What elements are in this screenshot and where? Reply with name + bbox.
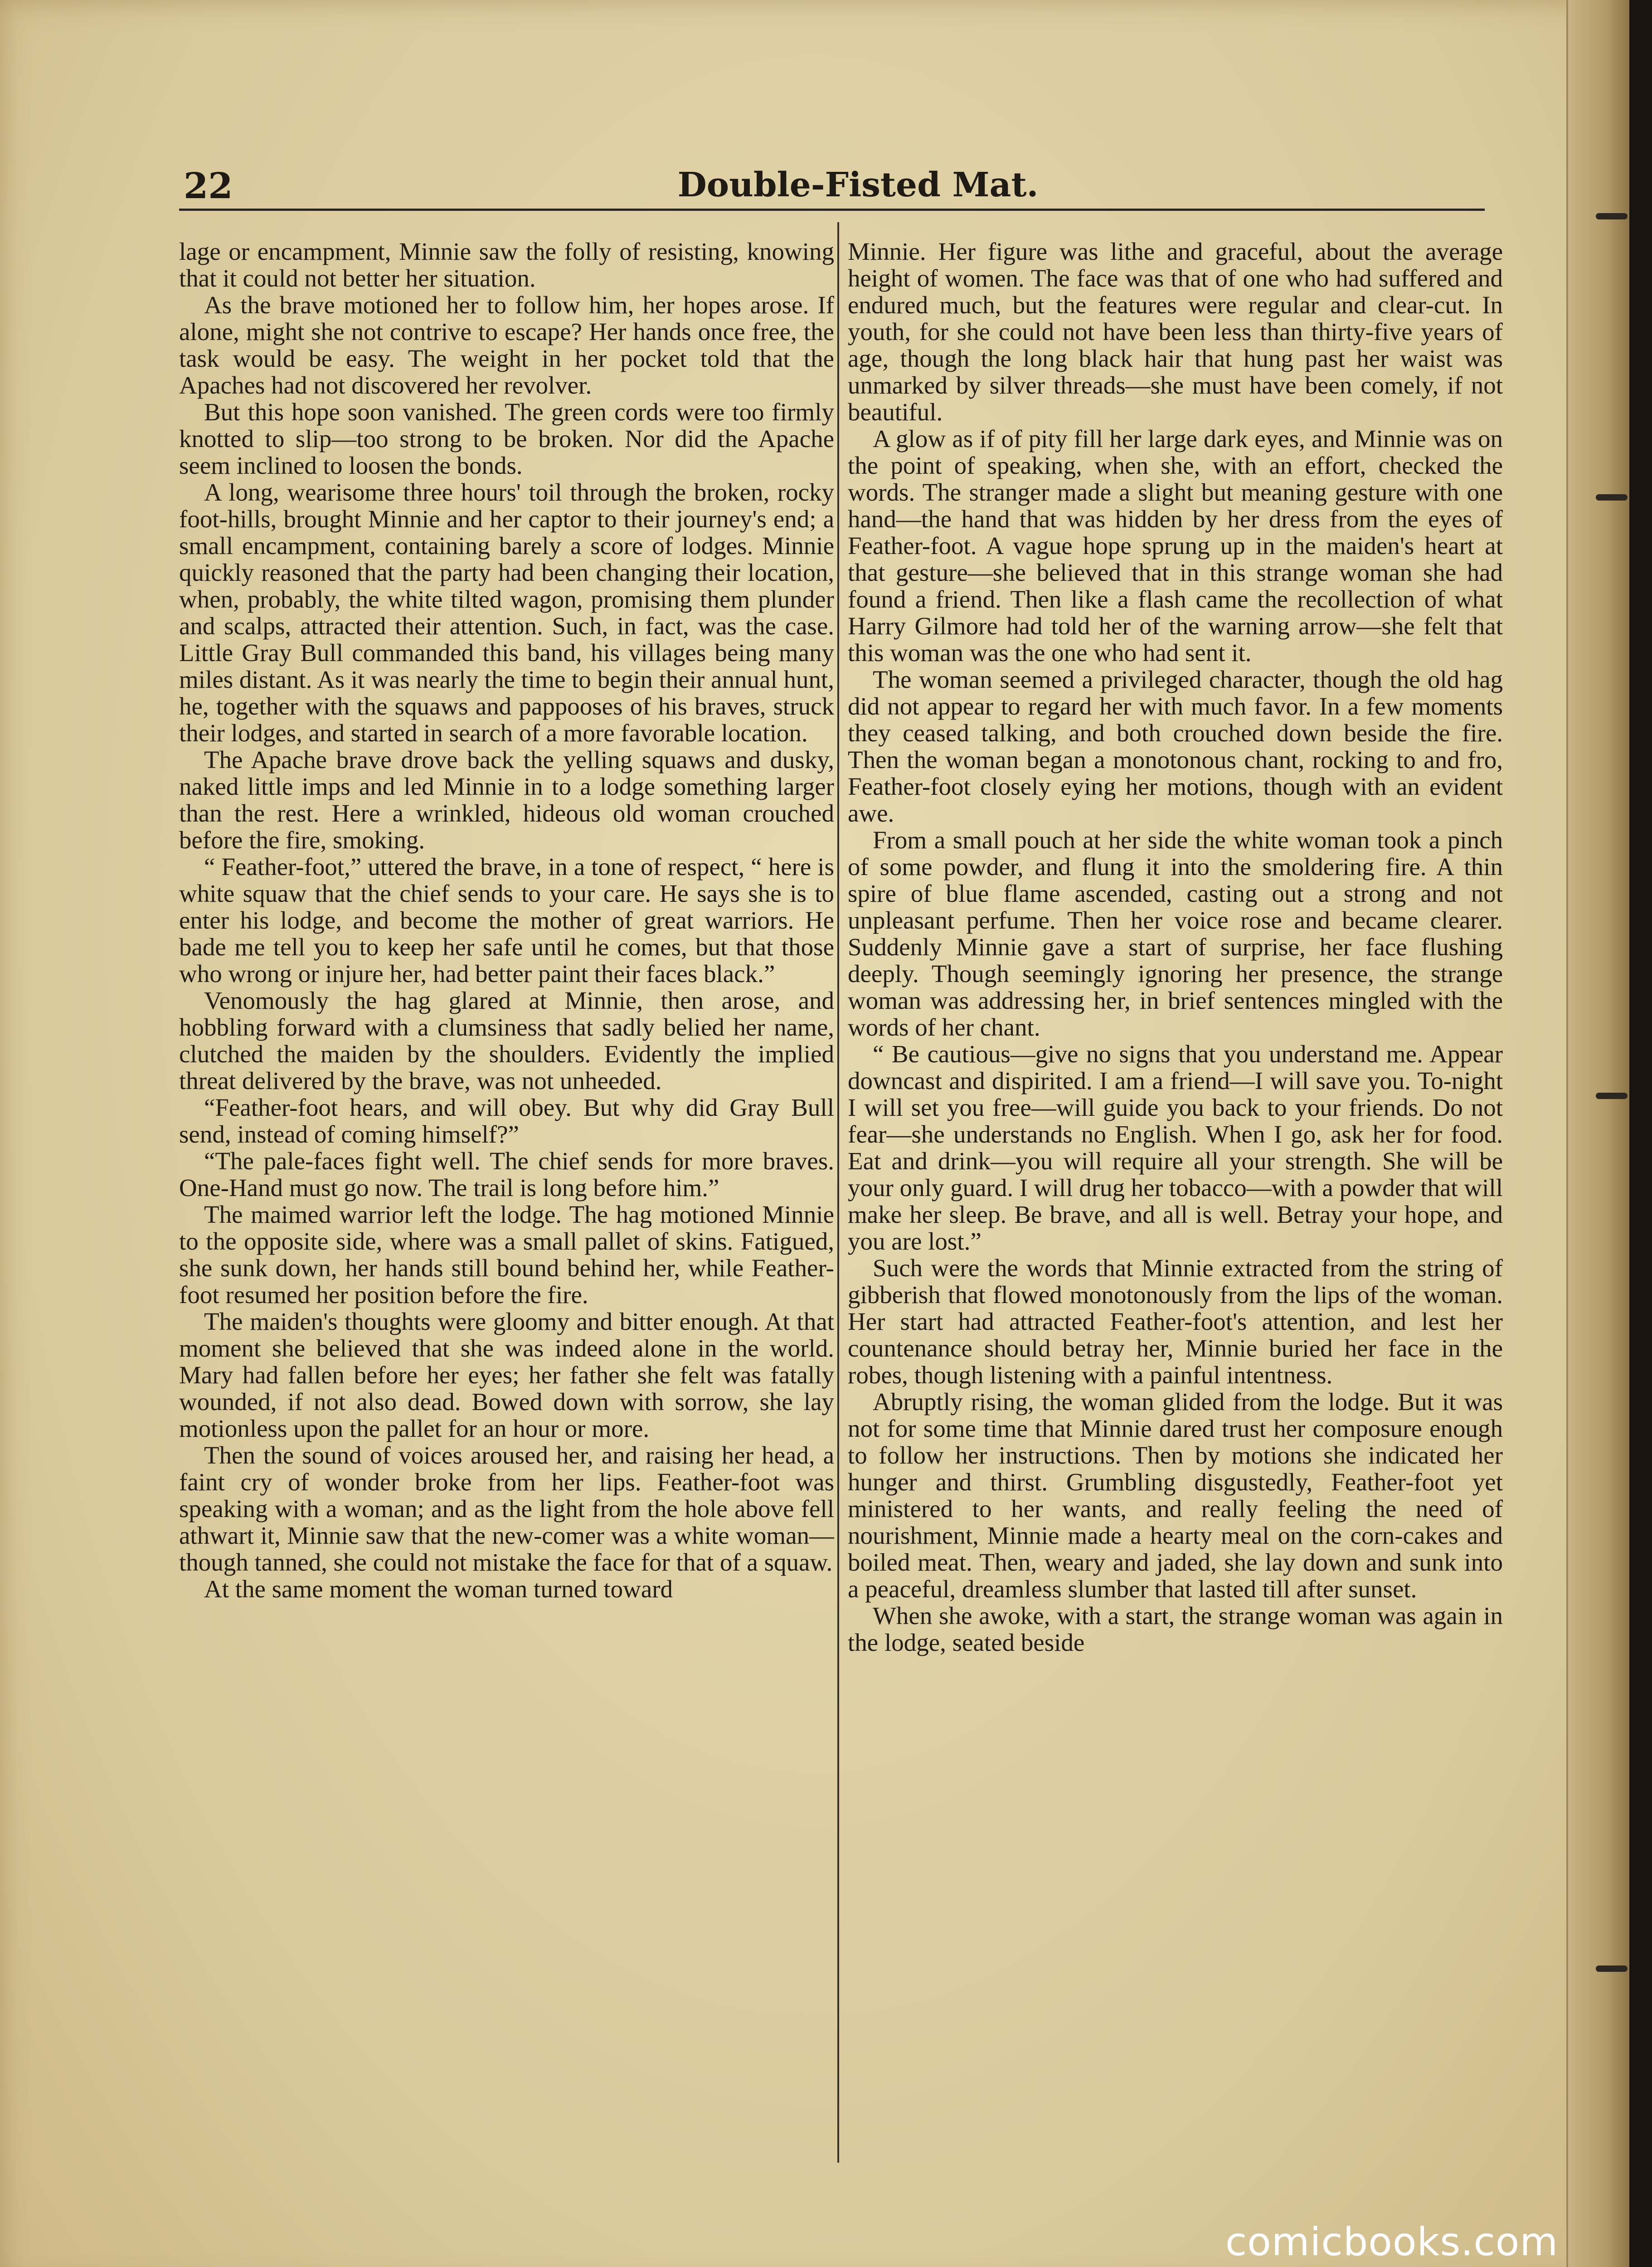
column-divider	[837, 222, 839, 2163]
paragraph: Minnie. Her figure was lithe and graceful, about the average height of women. The face was that of one who had suffered and endured much, but the features were regular and clear-cut. In youth, for she could not have been less than thirty-five years of age, though the long black hair that hung past her waist was unmarked by silver threads—she must have been comely, if not beautiful.	[848, 238, 1503, 426]
paragraph: The woman seemed a privileged character, though the old hag did not appear to regard her with much favor. In a few moments they ceased talking, and both crouched down beside the fire. Then the woman began a monotonous chant, rocking to and fro, Feather-foot closely eying her motions, though with an evident awe.	[848, 666, 1503, 827]
paragraph: Such were the words that Minnie extracted from the string of gibberish that flowed monotonously from the lips of the woman. Her start had attracted Feather-foot's attention, and lest her countenance should betray her, Minnie buried her face in the robes, though listening with a painful intentness.	[848, 1254, 1503, 1389]
running-title: Double-Fisted Mat.	[677, 165, 1039, 204]
binding-staple	[1596, 494, 1628, 501]
paragraph: Venomously the hag glared at Minnie, then arose, and hobbling forward with a clumsiness that sadly belied her name, clutched the maiden by the shoulders. Evidently the implied threat delivered by the brave, was not unheeded.	[179, 987, 834, 1095]
watermark: comicbooks.com	[1225, 2219, 1559, 2265]
paragraph: “ Feather-foot,” uttered the brave, in a tone of respect, “ here is white squaw that the chief sends to your care. He says she is to enter his lodge, and become the mother of great warriors. He bade me tell you to keep her safe until he comes, but that those who wrong or injure her, had better paint their faces black.”	[179, 853, 834, 988]
paragraph: Abruptly rising, the woman glided from the lodge. But it was not for some time that Minnie dared trust her composure enough to follow her instructions. Then by motions she indicated her hunger and thirst. Grumbling disgustedly, Feather-foot yet ministered to her wants, and really feeling the need of nourishment, Minnie made a hearty meal on the corn-cakes and boiled meat. Then, weary and jaded, she lay down and sunk into a peaceful, dreamless slumber that lasted till after sunset.	[848, 1388, 1503, 1603]
page-header	[170, 161, 1546, 211]
paragraph: The Apache brave drove back the yelling squaws and dusky, naked little imps and led Minnie in to a lodge something larger than the rest. Here a wrinkled, hideous old woman crouched before the fire, smoking.	[179, 746, 834, 854]
binding-staple	[1596, 1093, 1628, 1099]
paragraph: The maimed warrior left the lodge. The hag motioned Minnie to the opposite side, where was a small pallet of skins. Fatigued, she sunk down, her hands still bound behind her, while Feather-foot resumed her position before the fire.	[179, 1201, 834, 1309]
paragraph: A glow as if of pity fill her large dark eyes, and Minnie was on the point of speaking, when she, with an effort, checked the words. The stranger made a slight but meaning gesture with one hand—the hand that was hidden by her dress from the eyes of Feather-foot. A vague hope sprung up in the maiden's heart at that gesture—she believed that in this strange woman she had found a friend. Then like a flash came the recollection of what Harry Gilmore had told her of the warning arrow—she felt that this woman was the one who had sent it.	[848, 425, 1503, 666]
paragraph: From a small pouch at her side the white woman took a pinch of some powder, and flung it into the smoldering fire. A thin spire of blue flame ascended, casting out a strong and not unpleasant perfume. Then her voice rose and became clearer. Suddenly Minnie gave a start of surprise, her face flushing deeply. Though seemingly ignoring her presence, the strange woman was addressing her, in brief sentences mingled with the words of her chant.	[848, 826, 1503, 1041]
paragraph: A long, wearisome three hours' toil through the broken, rocky foot-hills, brought Minnie and her captor to their journey's end; a small encampment, containing barely a score of lodges. Minnie quickly reasoned that the party had been changing their location, when, probably, the white tilted wagon, promising them plunder and scalps, attracted their attention. Such, in fact, was the case. Little Gray Bull commanded this band, his villages being many miles distant. As it was nearly the time to begin their annual hunt, he, together with the squaws and pappooses of his braves, struck their lodges, and started in search of a more favorable location.	[179, 478, 834, 747]
paragraph: When she awoke, with a start, the strange woman was again in the lodge, seated beside	[848, 1602, 1503, 1656]
header-rule	[179, 209, 1485, 211]
paragraph: “Feather-foot hears, and will obey. But why did Gray Bull send, instead of coming himself?”	[179, 1094, 834, 1148]
right-column	[848, 238, 1503, 2160]
paragraph: The maiden's thoughts were gloomy and bitter enough. At that moment she believed that she was indeed alone in the world. Mary had fallen before her eyes; her father she felt was fatally wounded, if not also dead. Bowed down with sorrow, she lay motionless upon the pallet for an hour or more.	[179, 1308, 834, 1442]
paragraph: But this hope soon vanished. The green cords were too firmly knotted to slip—too strong to be broken. Nor did the Apache seem inclined to loosen the bonds.	[179, 398, 834, 479]
paragraph: As the brave motioned her to follow him, her hopes arose. If alone, might she not contrive to escape? Her hands once free, the task would be easy. The weight in her pocket told that the Apaches had not discovered her revolver.	[179, 291, 834, 399]
paragraph: At the same moment the woman turned toward	[204, 1575, 673, 1603]
page-number: 22	[184, 165, 233, 207]
page-edge	[1566, 0, 1629, 2267]
left-column	[179, 238, 834, 2160]
binding-staple	[1596, 1965, 1628, 1972]
paragraph: “ Be cautious—give no signs that you understand me. Appear downcast and dispirited. I am a friend—I will save you. To-night I will set you free—will guide you back to your friends. Do not fear—she understands no English. When I go, ask her for food. Eat and drink—you will require all your strength. She will be your only guard. I will drug her tobacco—with a powder that will make her sleep. Be brave, and all is well. Betray your hope, and you are lost.”	[848, 1040, 1503, 1255]
paragraph: lage or encampment, Minnie saw the folly of resisting, knowing that it could not better her situation.	[179, 238, 834, 292]
paragraph: “The pale-faces fight well. The chief sends for more braves. One-Hand must go now. The trail is long before him.”	[179, 1147, 834, 1202]
binding-staple	[1596, 213, 1628, 219]
paragraph: Then the sound of voices aroused her, and raising her head, a faint cry of wonder broke from her lips. Feather-foot was speaking with a woman; and as the light from the hole above fell athwart it, Minnie saw that the new-comer was a white woman—though tanned, she could not mistake the face for that of a squaw.	[179, 1441, 834, 1576]
